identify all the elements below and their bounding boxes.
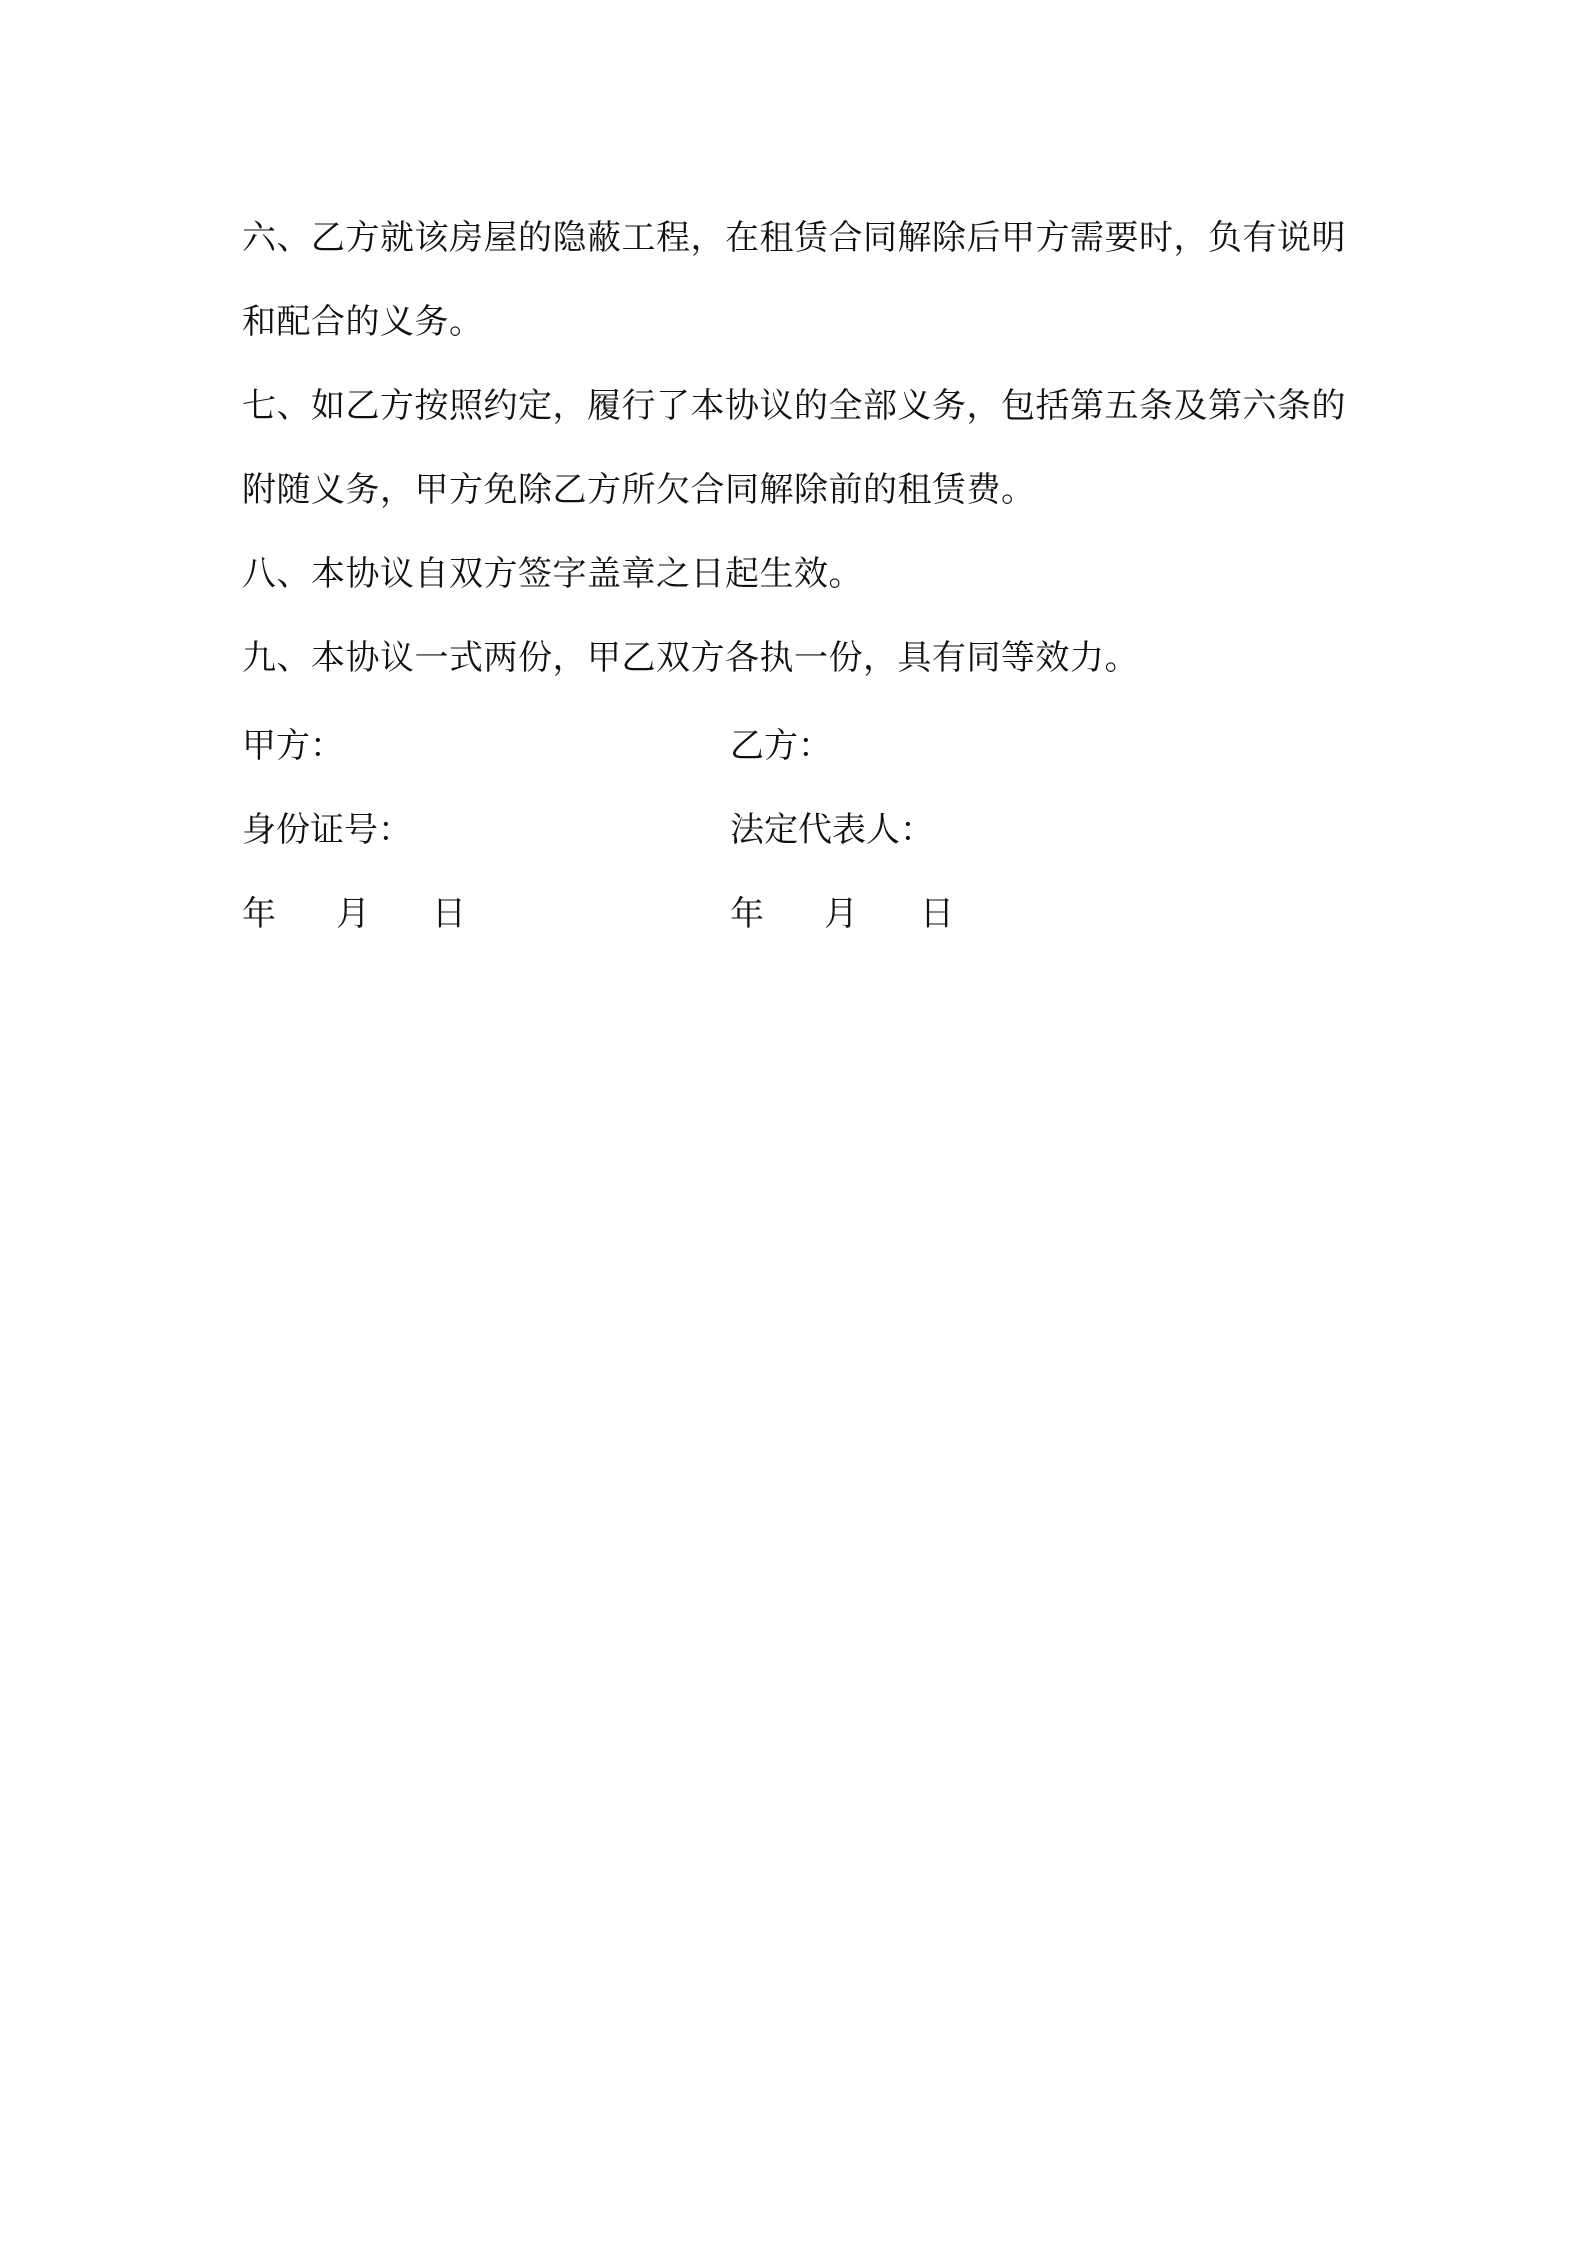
clause-9: 九、本协议一式两份，甲乙双方各执一份，具有同等效力。 (242, 638, 1139, 678)
date-month-label: 月 (336, 893, 370, 934)
party-a-date (242, 886, 730, 935)
date-row (242, 868, 1362, 952)
clause-list (242, 196, 1362, 700)
date-year-label: 年 (730, 893, 764, 934)
party-b-label: 乙方： (730, 725, 832, 766)
date-day-label: 日 (432, 893, 466, 934)
date-year-label: 年 (242, 893, 276, 934)
date-month-label: 月 (824, 893, 858, 934)
clause-7: 七、如乙方按照约定，履行了本协议的全部义务，包括第五条及第六条的附随义务，甲方免除乙方所欠合同解除前的租赁费。 (242, 386, 1346, 510)
clause-6: 六、乙方就该房屋的隐蔽工程，在租赁合同解除后甲方需要时，负有说明和配合的义务。 (242, 218, 1346, 342)
identity-row (242, 784, 1362, 868)
signature-block (242, 700, 1362, 952)
id-number-label: 身份证号： (242, 809, 412, 850)
party-b-date (730, 886, 1218, 935)
party-a-label: 甲方： (242, 725, 344, 766)
clause-8: 八、本协议自双方签字盖章之日起生效。 (242, 554, 863, 594)
party-row (242, 700, 1362, 784)
date-day-label: 日 (920, 893, 954, 934)
legal-rep-label: 法定代表人： (730, 809, 934, 850)
